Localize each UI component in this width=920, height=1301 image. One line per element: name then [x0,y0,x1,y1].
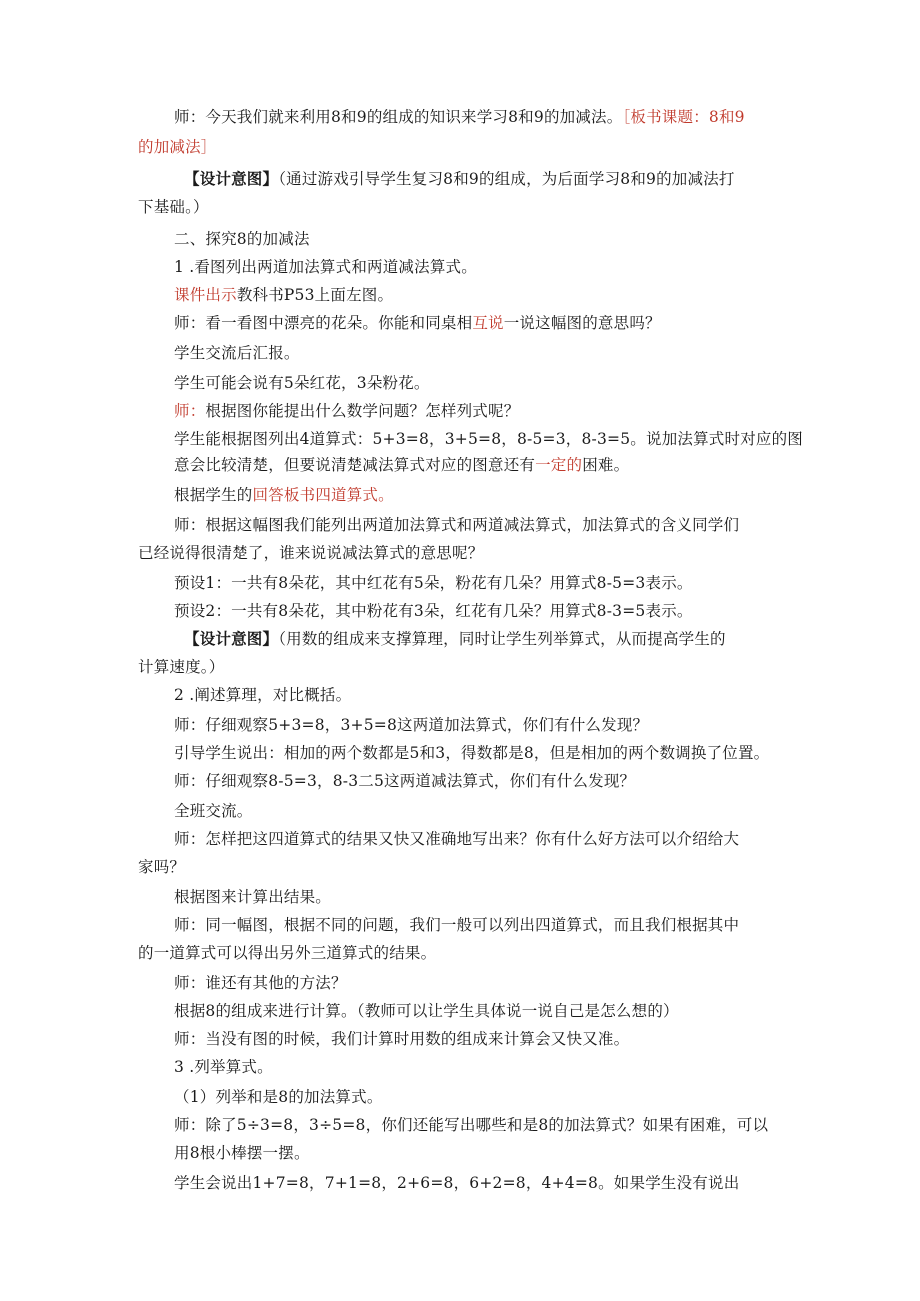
highlighted-text: ［板书课题：8和9 [622,108,745,126]
text-segment: （通过游戏引导学生复习8和9的组成，为后面学习8和9的加减法打 [278,170,735,188]
text-line [138,542,483,564]
text-line [174,1142,310,1164]
text-line [174,1114,768,1136]
text-line [174,770,635,792]
text-segment: 师：同一幅图，根据不同的问题，我们一般可以列出四道算式，而且我们根据其中 [174,916,740,934]
text-segment: 学生交流后汇报。 [174,344,300,362]
highlighted-text: 一定的 [535,456,583,474]
text-line [174,742,769,764]
text-segment: 引导学生说出：相加的两个数都是5和3，得数都是8，但是相加的两个数调换了位置。 [174,744,770,762]
text-segment: 师：仔细观察8-5=3，8-3二5这两道减法算式，你们有什么发现？ [174,772,636,790]
text-line [174,428,803,450]
text-line [174,106,745,128]
text-line [174,828,739,850]
text-segment: （用数的组成来支撑算理，同时让学生列举算式，从而提高学生的 [278,630,726,648]
text-segment: 2 .阐述算理，对比概括。 [174,686,352,704]
text-segment: 学生能根据图列出4道算式：5+3=8，3+5=8，8-5=3，8-3=5。说加法算式时对应的图 [174,430,804,448]
highlighted-text: 回答板书四道算式。 [252,486,394,504]
text-line [184,168,735,190]
text-line [138,196,209,218]
text-segment: 预设1：一共有8朵花，其中红花有5朵，粉花有几朵？用算式8-5=3表示。 [174,574,693,592]
text-segment: 师：今天我们就来利用8和9的组成的知识来学习8和9的加减法。 [174,108,623,126]
text-line [174,284,393,306]
text-line [174,514,739,536]
text-line [138,942,436,964]
text-segment: 【设计意图】 [184,169,279,188]
text-segment: 困难。 [582,456,630,474]
text-line [174,400,519,422]
text-segment: 【设计意图】 [184,629,279,648]
text-segment: 已经说得很清楚了，谁来说说减法算式的意思呢？ [138,544,484,562]
text-segment: 根据图来计算出结果。 [174,888,332,906]
text-line [174,1028,629,1050]
text-line [174,714,648,736]
text-segment: 3 .列举算式。 [174,1058,273,1076]
text-segment: 下基础。） [138,198,209,216]
text-segment: 师：怎样把这四道算式的结果又快又准确地写出来？你有什么好方法可以介绍给大 [174,830,740,848]
text-line [174,312,661,334]
text-line [138,856,185,878]
text-line [174,1172,739,1194]
text-segment: 师：除了5÷3=8，3÷5=8，你们还能写出哪些和是8的加法算式？如果有困难，可以 [174,1116,769,1134]
text-line [174,972,347,994]
text-segment: 的一道算式可以得出另外三道算式的结果。 [138,944,437,962]
text-segment: 1 .看图列出两道加法算式和两道减法算式。 [174,258,477,276]
highlighted-text: 师： [174,402,206,420]
text-segment: 根据学生的 [174,486,253,504]
text-line [174,800,253,822]
text-segment: 一说这幅图的意思吗？ [503,314,661,332]
text-line [174,372,430,394]
text-segment: （1）列举和是8的加法算式。 [174,1088,383,1106]
text-segment: 根据图你能提出什么数学问题？怎样列式呢？ [205,402,520,420]
text-segment: 计算速度。） [138,658,225,676]
text-segment: 家吗？ [138,858,186,876]
text-line [174,684,351,706]
text-line [174,256,477,278]
text-segment: 全班交流。 [174,802,253,820]
highlighted-text: 互说 [472,314,504,332]
text-line [174,1086,383,1108]
highlighted-text: 的加减法］ [138,138,217,156]
text-line [174,600,693,622]
highlighted-text: 课件出示 [174,286,237,304]
text-segment: 用8根小棒摆一摆。 [174,1144,310,1162]
text-segment: 师：根据这幅图我们能列出两道加法算式和两道减法算式，加法算式的含义同学们 [174,516,740,534]
text-line [174,1056,273,1078]
text-line [174,484,394,506]
text-segment: 学生可能会说有5朵红花，3朵粉花。 [174,374,430,392]
text-segment: 学生会说出1+7=8，7+1=8，2+6=8，6+2=8，4+4=8。如果学生没有说出 [174,1174,740,1192]
text-segment: 根据8的组成来进行计算。（教师可以让学生具体说一说自己是怎么想的） [174,1002,679,1020]
text-segment: 师：仔细观察5+3=8，3+5=8这两道加法算式，你们有什么发现？ [174,716,649,734]
text-line [174,454,629,476]
text-segment: 预设2：一共有8朵花，其中粉花有3朵，红花有几朵？用算式8-3=5表示。 [174,602,693,620]
text-line [138,136,217,158]
text-segment: 教科书P53上面左图。 [236,286,394,304]
text-segment: 师：当没有图的时候，我们计算时用数的组成来计算会又快又准。 [174,1030,630,1048]
text-line [174,914,739,936]
text-segment: 意会比较清楚，但要说清楚减法算式对应的图意还有 [174,456,536,474]
text-line [184,628,726,650]
text-line [174,572,693,594]
text-line [174,1000,679,1022]
text-segment: 师：谁还有其他的方法？ [174,974,347,992]
text-line [174,228,310,250]
text-line [174,342,300,364]
text-segment: 师：看一看图中漂亮的花朵。你能和同桌相 [174,314,473,332]
text-segment: 二、探究8的加减法 [174,230,310,248]
text-line [138,656,224,678]
text-line [174,886,331,908]
